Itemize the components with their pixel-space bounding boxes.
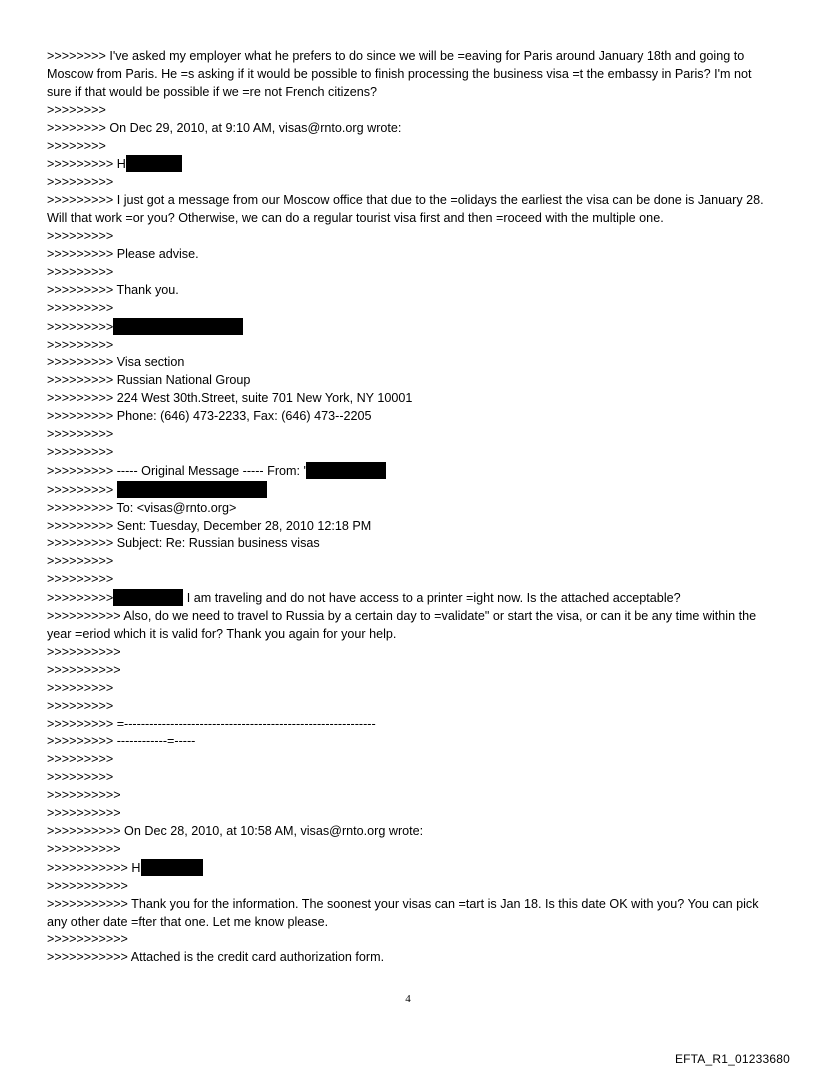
bates-number: EFTA_R1_01233680	[674, 1052, 790, 1066]
email-line	[47, 192, 777, 228]
redaction-box	[126, 155, 182, 172]
line-text: >>>>>>>>>>	[47, 662, 121, 677]
line-text: >>>>>>>>>>	[47, 841, 121, 856]
email-line	[47, 481, 777, 500]
line-text: >>>>>>>>	[47, 138, 106, 153]
email-line	[47, 841, 777, 859]
line-text: >>>>>>>>>> Also, do we need to travel to Russia by a certain day to =validate" or start the visa, or can it be any time within the year =eriod which it is valid for? Thank you again for your help.	[47, 609, 760, 641]
line-text: >>>>>>>>>	[47, 770, 114, 785]
email-line	[47, 462, 777, 481]
email-line	[47, 662, 777, 680]
line-text: >>>>>>>>> H	[47, 157, 126, 172]
line-text: >>>>>>>>> Sent: Tuesday, December 28, 2010 12:18 PM	[47, 518, 372, 533]
line-text: >>>>>>>>>	[47, 752, 114, 767]
email-line	[47, 282, 777, 300]
email-line	[47, 535, 777, 553]
email-line	[47, 644, 777, 662]
email-line	[47, 337, 777, 355]
email-line	[47, 444, 777, 462]
email-line	[47, 896, 777, 932]
line-text: >>>>>>>>>>>	[47, 878, 128, 893]
line-text: >>>>>>>>>	[47, 680, 114, 695]
line-text: >>>>>>>>> ----- Original Message ----- From: '	[47, 463, 306, 478]
line-text: >>>>>>>>>	[47, 319, 114, 334]
line-text: >>>>>>>>> Phone: (646) 473-2233, Fax: (646) 473--2205	[47, 409, 372, 424]
line-text: >>>>>>>>>	[47, 300, 114, 315]
email-line	[47, 878, 777, 896]
email-line	[47, 228, 777, 246]
line-text: >>>>>>>>>>> Attached is the credit card authorization form.	[47, 950, 385, 965]
redaction-box	[113, 589, 183, 606]
email-line	[47, 390, 777, 408]
line-text: >>>>>>>>>	[47, 444, 114, 459]
line-text: >>>>>>>>> To: <visas@rnto.org>	[47, 500, 237, 515]
line-text: >>>>>>>>>	[47, 427, 114, 442]
line-text: >>>>>>>>>>	[47, 644, 121, 659]
redaction-box	[306, 462, 386, 479]
email-line	[47, 823, 777, 841]
line-text: >>>>>>>>>	[47, 175, 114, 190]
email-line	[47, 553, 777, 571]
email-line	[47, 120, 777, 138]
email-line	[47, 300, 777, 318]
email-line	[47, 246, 777, 264]
email-line	[47, 805, 777, 823]
email-line	[47, 174, 777, 192]
email-line	[47, 426, 777, 444]
line-text: >>>>>>>>> I just got a message from our Moscow office that due to the =olidays the earliest the visa can be done is January 28. Will that work =or you? Otherwise, we can do a regular tourist visa first and then =roceed with the multiple one.	[47, 193, 768, 226]
line-text: >>>>>>>>>	[47, 698, 114, 713]
line-text: >>>>>>>>>	[47, 482, 117, 497]
line-text-after-redaction: I am traveling and do not have access to a printer =ight now. Is the attached acceptable?	[183, 591, 681, 606]
email-line	[47, 680, 777, 698]
email-line	[47, 751, 777, 769]
email-line	[47, 698, 777, 716]
email-line	[47, 787, 777, 805]
email-line	[47, 408, 777, 426]
line-text: >>>>>>>>>> On Dec 28, 2010, at 10:58 AM, visas@rnto.org wrote:	[47, 823, 424, 838]
email-line	[47, 500, 777, 518]
line-text: >>>>>>>>> Please advise.	[47, 246, 199, 261]
line-text: >>>>>>>>>>	[47, 806, 121, 821]
line-text: >>>>>>>>>	[47, 591, 114, 606]
email-line	[47, 859, 777, 878]
email-line	[47, 518, 777, 536]
email-line	[47, 608, 777, 644]
line-text: >>>>>>>> On Dec 29, 2010, at 9:10 AM, visas@rnto.org wrote:	[47, 120, 402, 135]
email-line	[47, 949, 777, 967]
line-text: >>>>>>>>>>>	[47, 932, 128, 947]
email-line	[47, 769, 777, 787]
line-text: >>>>>>>>>>	[47, 788, 121, 803]
line-text: >>>>>>>>>	[47, 264, 114, 279]
email-line	[47, 733, 777, 751]
line-text: >>>>>>>> I've asked my employer what he prefers to do since we will be =eaving for Paris around January 18th and going to Moscow from Paris. He =s asking if it would be possible to finish processing the business visa =t the embassy in Paris? I'm not sure if that would be possible if we =re not French citizens?	[47, 49, 755, 99]
email-line	[47, 589, 777, 608]
page-number: 4	[405, 993, 411, 1005]
line-text: >>>>>>>>>>> Thank you for the information. The soonest your visas can =tart is Jan 18. Is this date OK with you? You can pick any other date =fter that one. Let me know please.	[47, 896, 763, 929]
email-line	[47, 264, 777, 282]
redaction-box	[117, 481, 267, 498]
line-text: >>>>>>>>	[47, 102, 106, 117]
email-body	[47, 48, 777, 967]
line-text: >>>>>>>>> Subject: Re: Russian business visas	[47, 536, 320, 551]
email-line	[47, 318, 777, 337]
line-text: >>>>>>>>> Thank you.	[47, 282, 179, 297]
email-line	[47, 102, 777, 120]
email-line	[47, 155, 777, 174]
redaction-box	[141, 859, 203, 876]
email-line	[47, 372, 777, 390]
line-text: >>>>>>>>>	[47, 572, 114, 587]
email-line	[47, 571, 777, 589]
line-text: >>>>>>>>> 224 West 30th.Street, suite 701 New York, NY 10001	[47, 391, 413, 406]
email-line	[47, 354, 777, 372]
email-line	[47, 716, 777, 734]
line-text: >>>>>>>>>>> H	[47, 860, 141, 875]
line-text: >>>>>>>>>	[47, 337, 114, 352]
email-line	[47, 138, 777, 156]
line-text: >>>>>>>>>	[47, 229, 114, 244]
line-text: >>>>>>>>> =------------------------------------------------------------	[47, 716, 376, 731]
line-text: >>>>>>>>> Visa section	[47, 355, 185, 370]
email-line	[47, 931, 777, 949]
redaction-box	[113, 318, 243, 335]
line-text: >>>>>>>>> ------------=-----	[47, 734, 196, 749]
email-line	[47, 48, 777, 102]
line-text: >>>>>>>>>	[47, 554, 114, 569]
line-text: >>>>>>>>> Russian National Group	[47, 373, 251, 388]
